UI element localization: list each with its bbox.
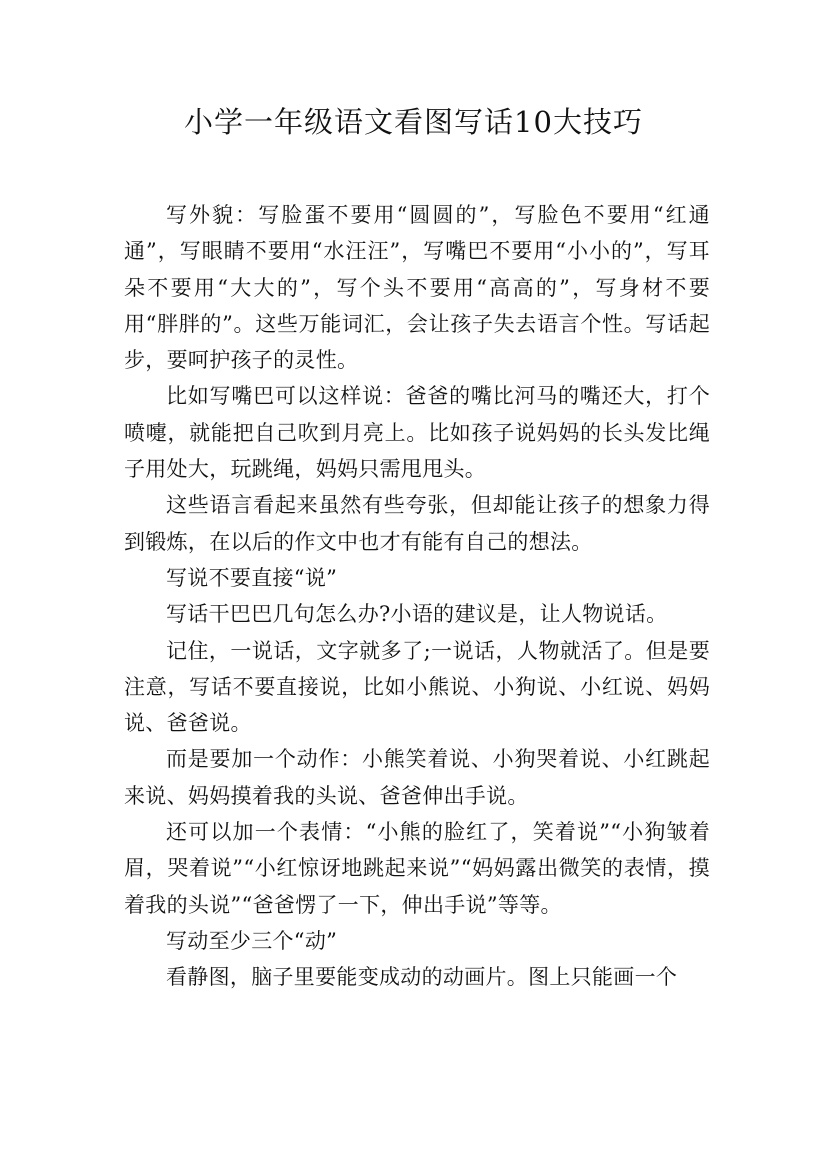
paragraph: 而是要加一个动作：小熊笑着说、小狗哭着说、小红跳起来说、妈妈摸着我的头说、爸爸伸出手说。 — [124, 747, 710, 808]
paragraph: 写外貌：写脸蛋不要用“圆圆的”，写脸色不要用“红通通”，写眼睛不要用“水汪汪”，写嘴巴不要用“小小的”，写耳朵不要用“大大的”，写个头不要用“高高的”，写身材不要用“胖胖的”。这些万能词汇，会让孩子失去语言个性。写话起步，要呵护孩子的灵性。 — [124, 203, 710, 373]
document-body — [124, 197, 710, 996]
document-title: 小学一年级语文看图写话10大技巧 — [184, 105, 643, 139]
paragraph: 记住，一说话，文字就多了;一说话，人物就活了。但是要注意，写话不要直接说，比如小熊说、小狗说、小红说、妈妈说、爸爸说。 — [124, 638, 710, 736]
section-heading: 写说不要直接“说” — [166, 565, 338, 590]
paragraph: 看静图，脑子里要能变成动的动画片。图上只能画一个 — [166, 965, 678, 990]
paragraph: 写话干巴巴几句怎么办?小语的建议是，让人物说话。 — [166, 602, 668, 627]
section-heading: 写动至少三个“动” — [166, 928, 338, 953]
paragraph: 还可以加一个表情：“小熊的脸红了，笑着说”“小狗皱着眉，哭着说”“小红惊讶地跳起来说”“妈妈露出微笑的表情，摸着我的头说”“爸爸愣了一下，伸出手说”等等。 — [124, 820, 710, 917]
paragraph: 比如写嘴巴可以这样说：爸爸的嘴比河马的嘴还大，打个喷嚏，就能把自己吹到月亮上。比如孩子说妈妈的长头发比绳子用处大，玩跳绳，妈妈只需甩甩头。 — [124, 384, 710, 482]
paragraph: 这些语言看起来虽然有些夸张，但却能让孩子的想象力得到锻炼，在以后的作文中也才有能有自己的想法。 — [124, 493, 710, 554]
